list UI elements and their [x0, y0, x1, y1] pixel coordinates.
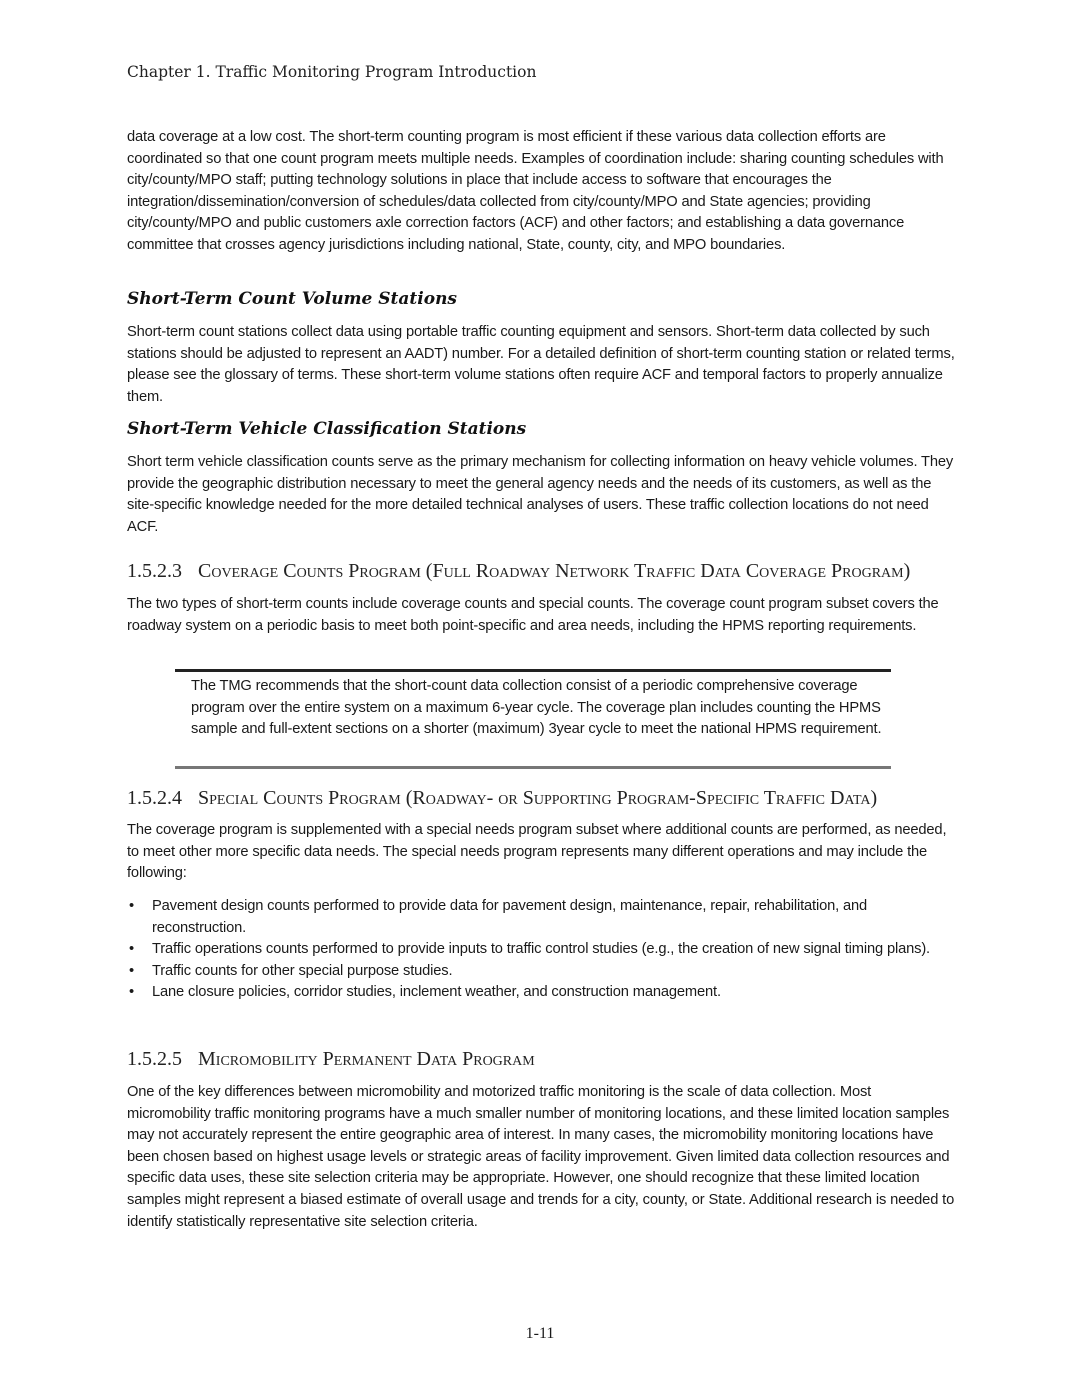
- heading-1-5-2-3: [127, 560, 910, 583]
- heading-short-term-count-volume: Short-Term Count Volume Stations: [127, 289, 457, 309]
- running-header: Chapter 1. Traffic Monitoring Program Introduction: [127, 63, 537, 81]
- callout-text: The TMG recommends that the short-count data collection consist of a periodic comprehensive coverage program over the entire system on a maximum 6-year cycle. The coverage plan includes counting the HPMS sample and full-extent sections on a shorter (maximum) 3year cycle to meet the national HPMS requirement.: [191, 678, 882, 738]
- bullet-icon: •: [129, 984, 134, 1001]
- heading-1-5-2-4: [127, 787, 877, 810]
- classification-paragraph: [127, 452, 957, 538]
- section-title: Special Counts Program (Roadway- or Supporting Program-Specific Traffic Data): [198, 787, 878, 809]
- bullet-icon: •: [129, 898, 134, 914]
- list-item-text: Pavement design counts performed to provide data for pavement design, maintenance, repair, rehabilitation, and reconstruction.: [152, 898, 868, 936]
- section-number: 1.5.2.4: [127, 787, 182, 809]
- micromobility-paragraph: [127, 1082, 957, 1233]
- bullet-icon: •: [129, 962, 134, 979]
- special-counts-paragraph: [127, 820, 957, 885]
- heading-short-term-classification: Short-Term Vehicle Classification Stations: [127, 419, 527, 439]
- list-item-text: Lane closure policies, corridor studies, inclement weather, and construction management.: [152, 984, 721, 1001]
- paragraph-text: Short term vehicle classification counts serve as the primary mechanism for collecting information on heavy vehicle volumes. They provide the geographic distribution necessary to meet the general agency needs and the needs of its customers, as well as the site-specific knowledge needed for the more detailed technical analyses of users. These traffic collection locations do not need ACF.: [127, 454, 954, 535]
- intro-paragraph: [127, 127, 957, 257]
- list-item: [127, 896, 957, 939]
- page-number: 1-11: [525, 1325, 555, 1342]
- paragraph-text: Short-term count stations collect data using portable traffic counting equipment and sensors. Short-term data collected by such stations should be adjusted to represent an AADT) number. For a detailed definition of short-term counting station or related terms, please see the glossary of terms. These short-term volume stations often require ACF and temporal factors to properly annualize them.: [127, 324, 955, 405]
- list-item: [127, 982, 957, 1004]
- paragraph-text: The two types of short-term counts include coverage counts and special counts. The coverage count program subset covers the roadway system on a periodic basis to meet both point-specific and area needs, including the HPMS reporting requirements.: [127, 596, 939, 634]
- special-counts-list: [127, 896, 957, 1004]
- list-item-text: Traffic operations counts performed to provide inputs to traffic control studies (e.g., the creation of new signal timing plans).: [152, 941, 930, 958]
- heading-1-5-2-5: [127, 1048, 535, 1071]
- list-item: [127, 939, 957, 961]
- list-item: [127, 961, 957, 983]
- paragraph-text: data coverage at a low cost. The short-term counting program is most efficient if these various data collection efforts are coordinated so that one count program meets multiple needs. Examples of coordination include: sharing counting schedules with city/county/MPO staff; putting technology solutions in place that include access to software that encourages the integration/dissemination/conversion of schedules/data collected from city/county/MPO and State agencies; providing city/county/MPO and public customers axle correction factors (ACF) and other factors; and establishing a data governance committee that crosses agency jurisdictions including national, State, county, city, and MPO boundaries.: [127, 129, 944, 253]
- paragraph-text: The coverage program is supplemented with a special needs program subset where additional counts are performed, as needed, to meet other more specific data needs. The special needs program represents many different operations and may include the following:: [127, 822, 947, 882]
- section-title: Coverage Counts Program (Full Roadway Network Traffic Data Coverage Program): [198, 560, 911, 582]
- bullet-icon: •: [129, 941, 134, 958]
- paragraph-text: One of the key differences between micromobility and motorized traffic monitoring is the scale of data collection. Most micromobility traffic monitoring programs have a much smaller number of monitoring locations, and these limited location samples may not accurately represent the entire geographic area of interest. In many cases, the micromobility monitoring locations have been chosen based on highest usage levels or strategic areas of facility improvement. Given limited data collection resources and specific data uses, these site selection criteria may be appropriate. However, one should recognize that these limited location samples might represent a biased estimate of overall usage and trends for a city, county, or State. Additional research is needed to identify statistically representative site selection criteria.: [127, 1084, 955, 1230]
- section-title: Micromobility Permanent Data Program: [198, 1048, 535, 1070]
- coverage-paragraph: [127, 594, 957, 637]
- list-item-text: Traffic counts for other special purpose studies.: [152, 962, 453, 979]
- recommendation-callout: [175, 669, 891, 769]
- section-number: 1.5.2.5: [127, 1048, 182, 1070]
- section-number: 1.5.2.3: [127, 560, 182, 582]
- volume-paragraph: [127, 322, 957, 408]
